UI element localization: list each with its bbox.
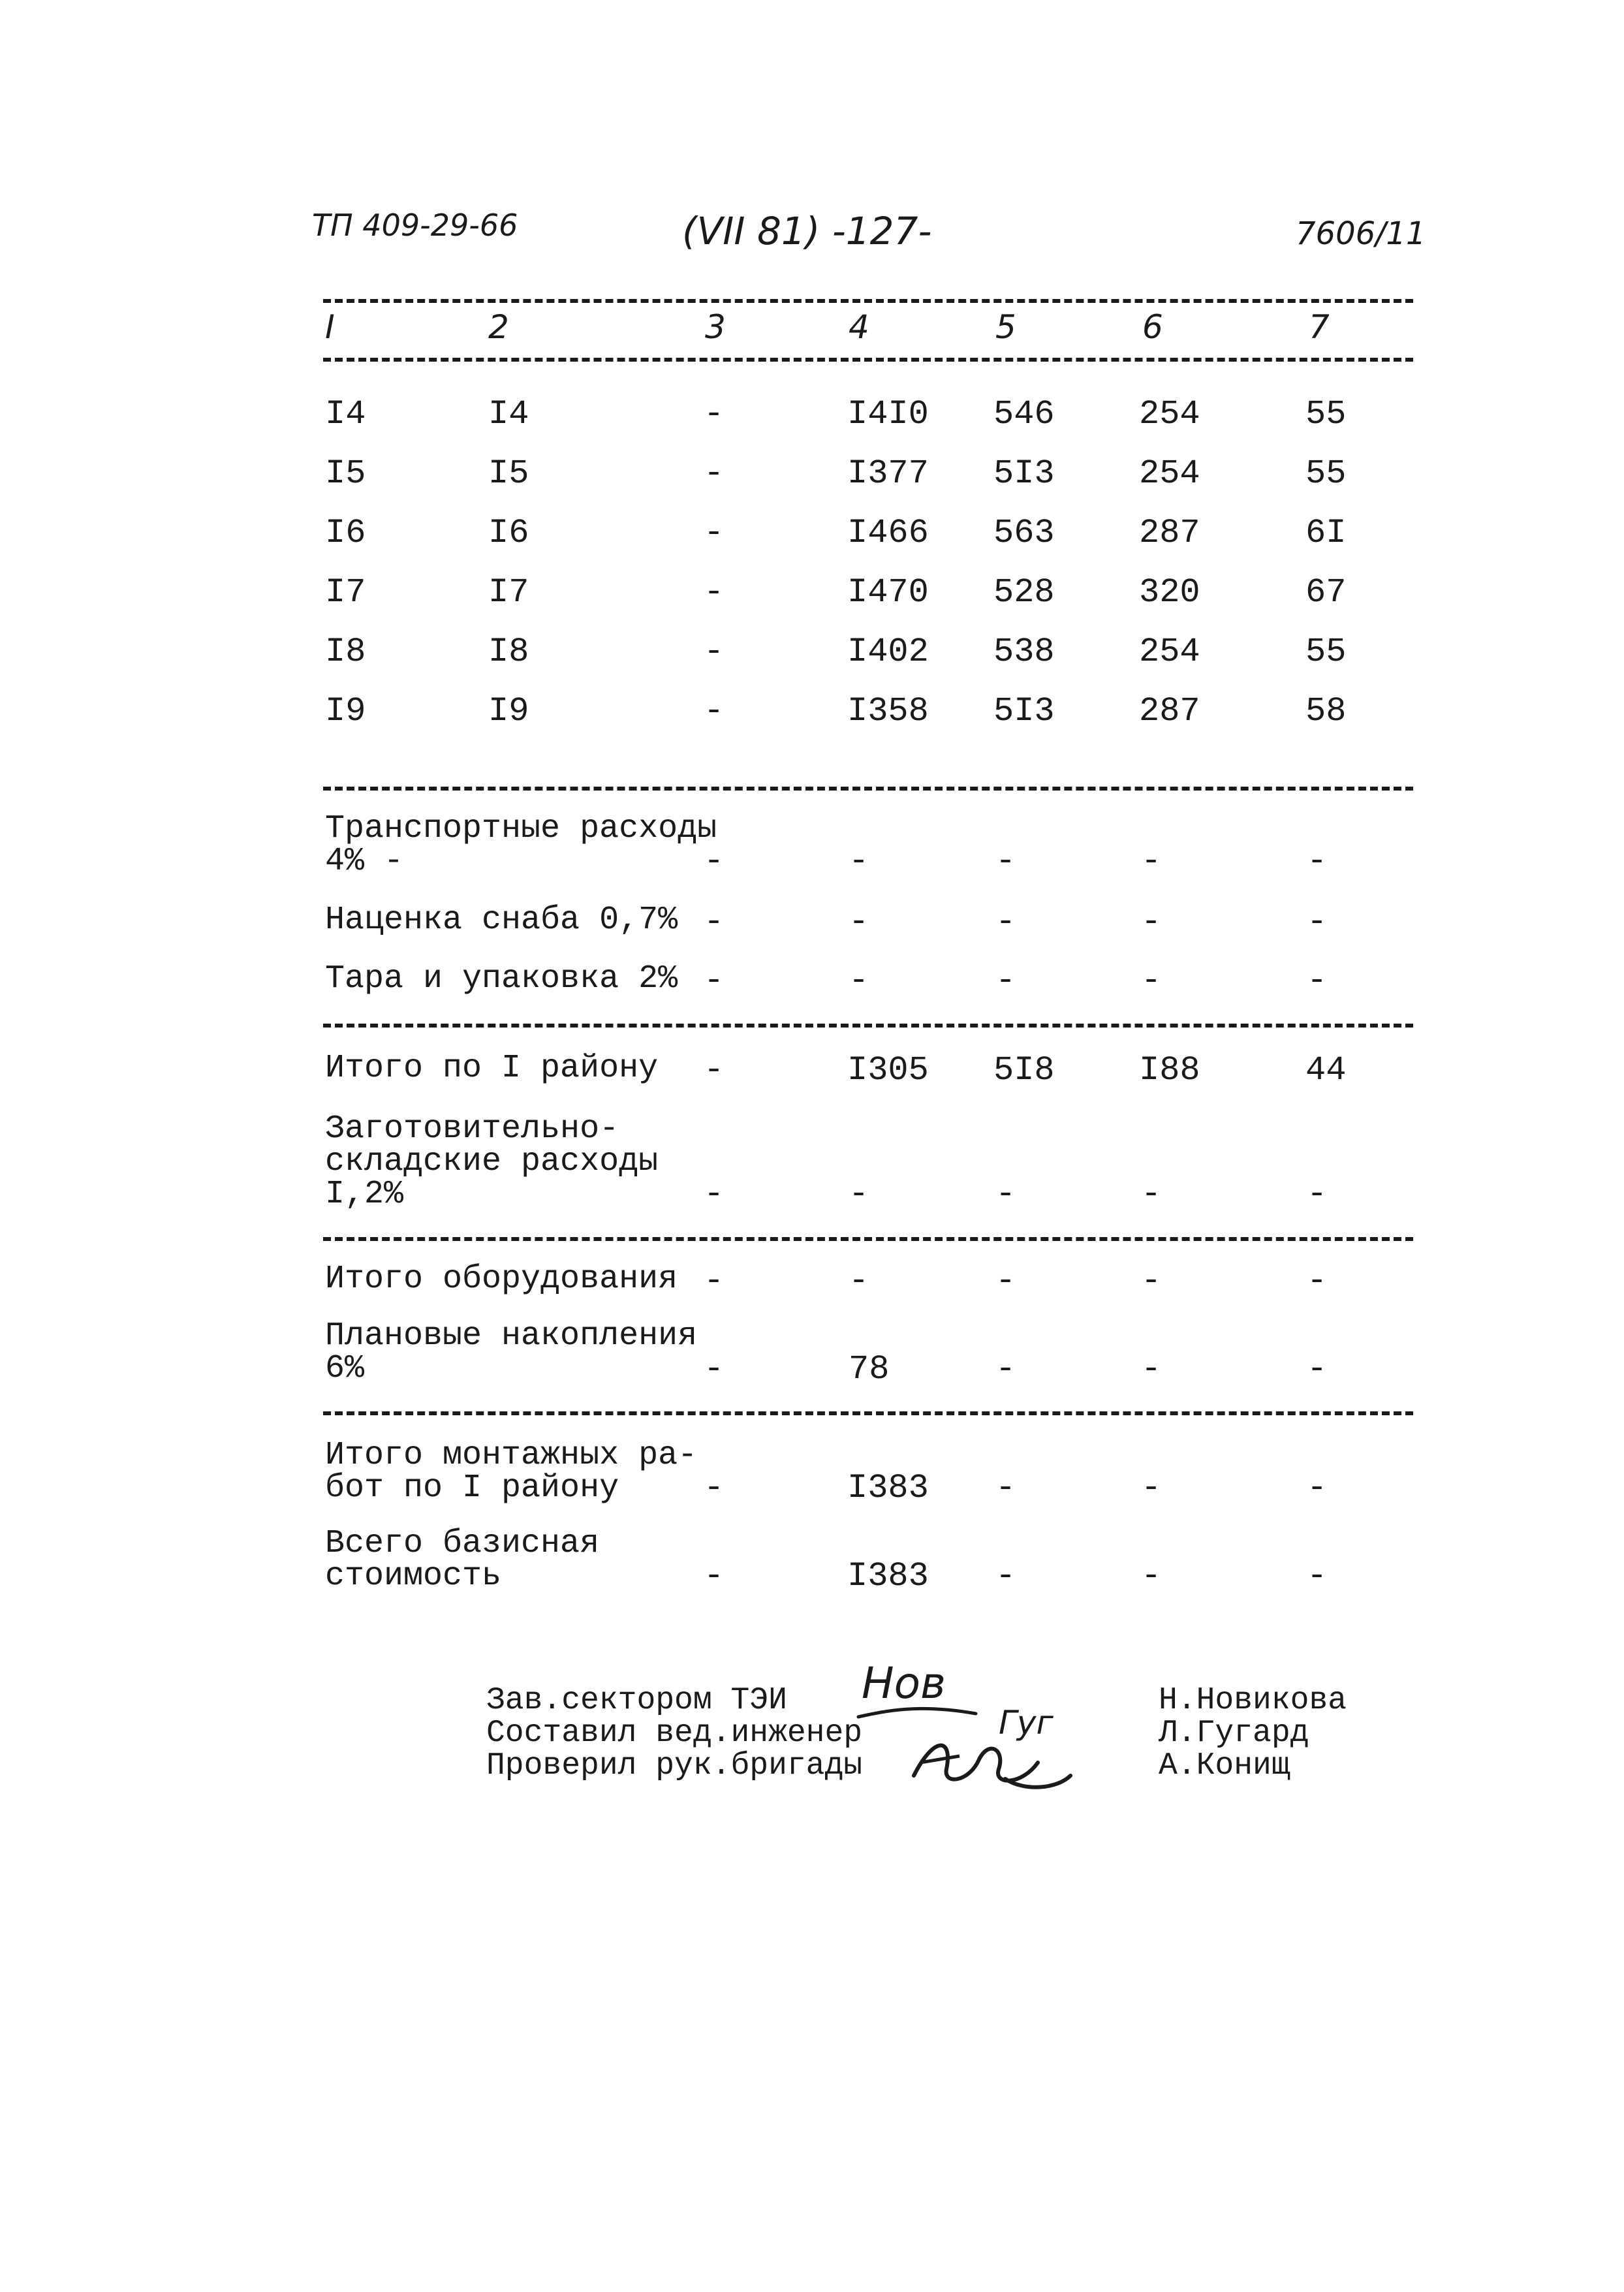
summary-col4: -: [849, 1262, 869, 1300]
name-novikova: Н.Новикова: [1159, 1683, 1347, 1718]
header-right-code: 7606/11: [1296, 215, 1426, 252]
summary-label: Итого оборудования: [325, 1261, 678, 1298]
cell-col2: I8: [488, 633, 529, 671]
cell-col2: I4: [488, 395, 529, 433]
table-row: [0, 633, 1624, 691]
summary-label: Тара и упаковка 2%: [325, 960, 678, 997]
summary-col6: -: [1141, 1350, 1162, 1389]
summary-rule-1: [323, 1024, 1413, 1028]
cell-col2: I6: [488, 514, 529, 552]
summary-col5: -: [995, 1262, 1016, 1300]
cell-col4: I466: [847, 514, 929, 552]
summary-col7: 44: [1305, 1051, 1347, 1090]
summary-col4: I383: [847, 1469, 929, 1507]
summary-col5: -: [995, 842, 1016, 881]
column-header-3: 3: [705, 308, 726, 346]
cell-col7: 58: [1305, 692, 1347, 730]
cell-col6: 287: [1139, 514, 1200, 552]
handwritten-underline-1: [855, 1697, 979, 1723]
summary-label: Наценка снаба 0,7%: [325, 902, 678, 939]
cell-col1: I8: [325, 633, 366, 671]
summary-col3: -: [704, 1262, 725, 1300]
summary-col4: 78: [849, 1350, 890, 1389]
summary-label: Плановые накопления 6%: [325, 1317, 698, 1387]
summary-col7: -: [1307, 842, 1328, 881]
table-row: [0, 692, 1624, 751]
cell-col7: 55: [1305, 395, 1347, 433]
summary-col7: -: [1307, 962, 1328, 1000]
cell-col2: I9: [488, 692, 529, 730]
cell-col2: I5: [488, 454, 529, 493]
summary-col7: -: [1307, 1262, 1328, 1300]
summary-col7: -: [1307, 1469, 1328, 1507]
cell-col1: I4: [325, 395, 366, 433]
summary-col6: -: [1141, 842, 1162, 881]
column-header-7: 7: [1309, 308, 1330, 346]
summary-label: Итого монтажных ра- бот по I району: [325, 1437, 698, 1507]
summary-col4: I383: [847, 1557, 929, 1595]
cell-col3: -: [704, 692, 725, 730]
cell-col5: 5I3: [993, 692, 1055, 730]
summary-col3: -: [704, 1469, 725, 1507]
summary-col6: -: [1141, 1557, 1162, 1595]
cell-col1: I7: [325, 573, 366, 612]
summary-col3: -: [704, 1175, 725, 1214]
cell-col4: I470: [847, 573, 929, 612]
cell-col5: 546: [993, 395, 1055, 433]
summary-col3: -: [704, 1350, 725, 1389]
summary-col5: -: [995, 1469, 1016, 1507]
summary-col3: -: [704, 1051, 725, 1090]
signature-roles: [486, 1684, 862, 1782]
summary-col4: -: [849, 903, 869, 941]
cell-col6: 287: [1139, 692, 1200, 730]
cell-col7: 67: [1305, 573, 1347, 612]
cell-col6: 320: [1139, 573, 1200, 612]
cell-col5: 5I3: [993, 454, 1055, 493]
cell-col3: -: [704, 573, 725, 612]
summary-col7: -: [1307, 1175, 1328, 1214]
cell-col4: I402: [847, 633, 929, 671]
summary-col5: -: [995, 962, 1016, 1000]
column-header-2: 2: [488, 308, 509, 346]
table-row: [0, 395, 1624, 454]
summary-rule-3: [323, 1411, 1413, 1415]
data-section-rule: [323, 787, 1413, 791]
column-header-1: I: [325, 308, 335, 346]
summary-col6: -: [1141, 903, 1162, 941]
column-header-6: 6: [1142, 308, 1163, 346]
cell-col5: 538: [993, 633, 1055, 671]
column-header-4: 4: [849, 308, 869, 346]
role-checker: Проверил рук.бригады: [486, 1748, 863, 1783]
summary-col3: -: [704, 903, 725, 941]
summary-col4: -: [849, 1175, 869, 1214]
cell-col5: 528: [993, 573, 1055, 612]
cell-col1: I6: [325, 514, 366, 552]
summary-col3: -: [704, 842, 725, 881]
summary-col6: -: [1141, 1262, 1162, 1300]
summary-col6: -: [1141, 1175, 1162, 1214]
cell-col4: I358: [847, 692, 929, 730]
summary-col6: I88: [1139, 1051, 1200, 1090]
cell-col7: 6I: [1305, 514, 1347, 552]
summary-col5: -: [995, 1175, 1016, 1214]
summary-col5: -: [995, 903, 1016, 941]
name-konishch: А.Конищ: [1159, 1748, 1290, 1783]
table-row: [0, 454, 1624, 513]
cell-col7: 55: [1305, 454, 1347, 493]
cell-col6: 254: [1139, 633, 1200, 671]
summary-col6: -: [1141, 1469, 1162, 1507]
cell-col4: I4I0: [847, 395, 929, 433]
header-bottom-rule: [323, 358, 1413, 362]
summary-col7: -: [1307, 903, 1328, 941]
signature-names: [1159, 1684, 1347, 1782]
summary-col4: -: [849, 842, 869, 881]
summary-label: Транспортные расходы 4% -: [325, 810, 717, 880]
summary-rule-2: [323, 1237, 1413, 1241]
cell-col2: I7: [488, 573, 529, 612]
cell-col3: -: [704, 633, 725, 671]
cell-col3: -: [704, 395, 725, 433]
column-header-5: 5: [995, 308, 1016, 346]
cell-col4: I377: [847, 454, 929, 493]
handwritten-scribble-3: [907, 1723, 1077, 1795]
handwritten-signature-1: Нов: [862, 1658, 946, 1708]
header-center-code: (VII 81) -127-: [682, 209, 932, 253]
summary-label: Всего базисная стоимость: [325, 1525, 600, 1595]
header-left-code: ТП 409-29-66: [312, 208, 518, 243]
cell-col3: -: [704, 454, 725, 493]
summary-col5: -: [995, 1557, 1016, 1595]
cell-col6: 254: [1139, 395, 1200, 433]
role-head-of-sector: Зав.сектором ТЭИ: [486, 1683, 787, 1718]
table-top-rule: [323, 299, 1413, 303]
summary-col3: -: [704, 1557, 725, 1595]
summary-col4: I305: [847, 1051, 929, 1090]
summary-col3: -: [704, 962, 725, 1000]
table-row: [0, 514, 1624, 573]
summary-col6: -: [1141, 962, 1162, 1000]
cell-col1: I5: [325, 454, 366, 493]
role-compiler: Составил вед.инженер: [486, 1716, 863, 1751]
table-row: [0, 573, 1624, 632]
summary-col5: 5I8: [993, 1051, 1055, 1090]
cell-col3: -: [704, 514, 725, 552]
name-gugard: Л.Гугард: [1159, 1716, 1309, 1751]
summary-label: Заготовительно- складские расходы I,2%: [325, 1110, 659, 1213]
summary-col7: -: [1307, 1557, 1328, 1595]
cell-col5: 563: [993, 514, 1055, 552]
cell-col7: 55: [1305, 633, 1347, 671]
cell-col6: 254: [1139, 454, 1200, 493]
cell-col1: I9: [325, 692, 366, 730]
summary-label: Итого по I району: [325, 1050, 659, 1087]
summary-col5: -: [995, 1350, 1016, 1389]
summary-col4: -: [849, 962, 869, 1000]
handwritten-signature-2: Гуг: [999, 1704, 1054, 1742]
summary-col7: -: [1307, 1350, 1328, 1389]
